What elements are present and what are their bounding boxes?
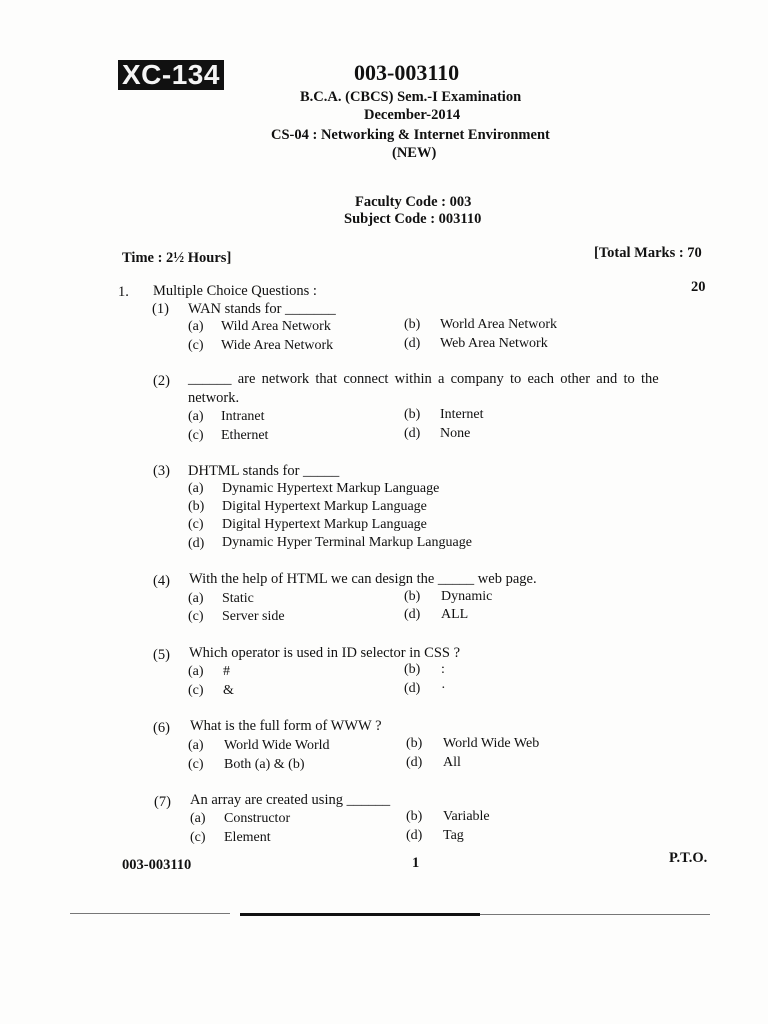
option-label: (d) <box>406 755 423 770</box>
option-b: Internet <box>440 407 484 422</box>
option-d: Tag <box>443 828 464 843</box>
page-divider-center <box>240 913 480 916</box>
question-number: (1) <box>152 301 169 317</box>
option-b: Dynamic <box>441 589 493 604</box>
section-marks: 20 <box>691 279 706 295</box>
total-marks: [Total Marks : 70 <box>594 245 702 261</box>
option-label: (d) <box>404 336 421 351</box>
option-label: (a) <box>190 811 206 826</box>
section-title: Multiple Choice Questions : <box>153 283 317 299</box>
option-d: Web Area Network <box>440 336 548 351</box>
option-d: None <box>440 426 471 441</box>
exam-time: Time : 2½ Hours] <box>122 250 232 266</box>
exam-session: December-2014 <box>364 107 461 123</box>
option-a: World Wide World <box>224 738 330 753</box>
question-text: ______ are network that connect within a company to each other and to the <box>188 371 659 387</box>
course-edition: (NEW) <box>392 145 437 161</box>
option-label: (d) <box>404 607 421 622</box>
option-label: (d) <box>404 426 421 441</box>
option-label: (b) <box>188 499 205 514</box>
section-number: 1. <box>118 284 129 300</box>
option-label: (c) <box>188 517 204 532</box>
footer-paper-code: 003-003110 <box>122 857 192 873</box>
option-c: Both (a) & (b) <box>224 757 305 772</box>
option-label: (b) <box>406 736 423 751</box>
option-label: (a) <box>188 738 204 753</box>
option-label: (c) <box>188 428 204 443</box>
question-number: (2) <box>153 373 170 389</box>
option-c: & <box>223 683 234 698</box>
option-c: Ethernet <box>221 428 269 443</box>
option-label: (d) <box>404 681 421 696</box>
option-label: (b) <box>404 589 421 604</box>
option-label: (c) <box>188 609 204 624</box>
paper-badge: XC-134 <box>118 60 224 90</box>
option-d: ALL <box>441 607 469 622</box>
course-title: CS-04 : Networking & Internet Environment <box>271 127 550 143</box>
option-label: (b) <box>406 809 423 824</box>
question-text: Which operator is used in ID selector in CSS ? <box>189 645 461 661</box>
question-text: What is the full form of WWW ? <box>190 718 382 734</box>
option-b: World Wide Web <box>443 736 540 751</box>
option-label: (a) <box>188 664 204 679</box>
question-text: DHTML stands for _____ <box>188 463 340 479</box>
question-number: (5) <box>153 647 170 663</box>
option-c: Wide Area Network <box>221 338 334 353</box>
page-divider-right <box>480 914 710 915</box>
exam-name: B.C.A. (CBCS) Sem.-I Examination <box>300 89 522 105</box>
option-b: : <box>441 662 445 677</box>
page-divider-left <box>70 913 230 914</box>
pto-marker: P.T.O. <box>669 850 708 866</box>
question-number: (7) <box>154 794 171 810</box>
option-a: # <box>223 664 230 679</box>
option-c: Digital Hypertext Markup Language <box>222 517 427 532</box>
option-label: (c) <box>188 683 204 698</box>
option-label: (d) <box>188 536 205 551</box>
question-text-continued: network. <box>188 390 240 406</box>
option-label: (a) <box>188 481 204 496</box>
question-text: With the help of HTML we can design the _____ web page. <box>189 571 537 587</box>
option-d: Dynamic Hyper Terminal Markup Language <box>222 535 472 550</box>
option-label: (a) <box>188 591 204 606</box>
option-label: (a) <box>188 409 204 424</box>
option-label: (c) <box>190 830 206 845</box>
option-b: Digital Hypertext Markup Language <box>222 499 427 514</box>
option-a: Intranet <box>221 409 265 424</box>
option-label: (a) <box>188 319 204 334</box>
option-b: World Area Network <box>440 317 558 332</box>
subject-code: Subject Code : 003110 <box>344 211 482 227</box>
option-c: Element <box>224 830 271 845</box>
option-label: (d) <box>406 828 423 843</box>
page-number: 1 <box>412 855 420 871</box>
option-a: Constructor <box>224 811 291 826</box>
option-label: (b) <box>404 662 421 677</box>
question-number: (4) <box>153 573 170 589</box>
option-label: (c) <box>188 757 204 772</box>
option-a: Dynamic Hypertext Markup Language <box>222 481 440 496</box>
option-d: · <box>441 681 446 696</box>
paper-code-title: 003-003110 <box>354 60 460 85</box>
question-number: (3) <box>153 463 170 479</box>
option-a: Wild Area Network <box>221 319 331 334</box>
option-b: Variable <box>443 809 490 824</box>
question-text: WAN stands for _______ <box>188 301 336 317</box>
option-label: (c) <box>188 338 204 353</box>
option-c: Server side <box>222 609 285 624</box>
question-number: (6) <box>153 720 170 736</box>
question-text: An array are created using ______ <box>190 792 391 808</box>
option-d: All <box>443 755 461 770</box>
option-label: (b) <box>404 317 421 332</box>
faculty-code: Faculty Code : 003 <box>355 194 472 210</box>
option-label: (b) <box>404 407 421 422</box>
option-a: Static <box>222 591 254 606</box>
